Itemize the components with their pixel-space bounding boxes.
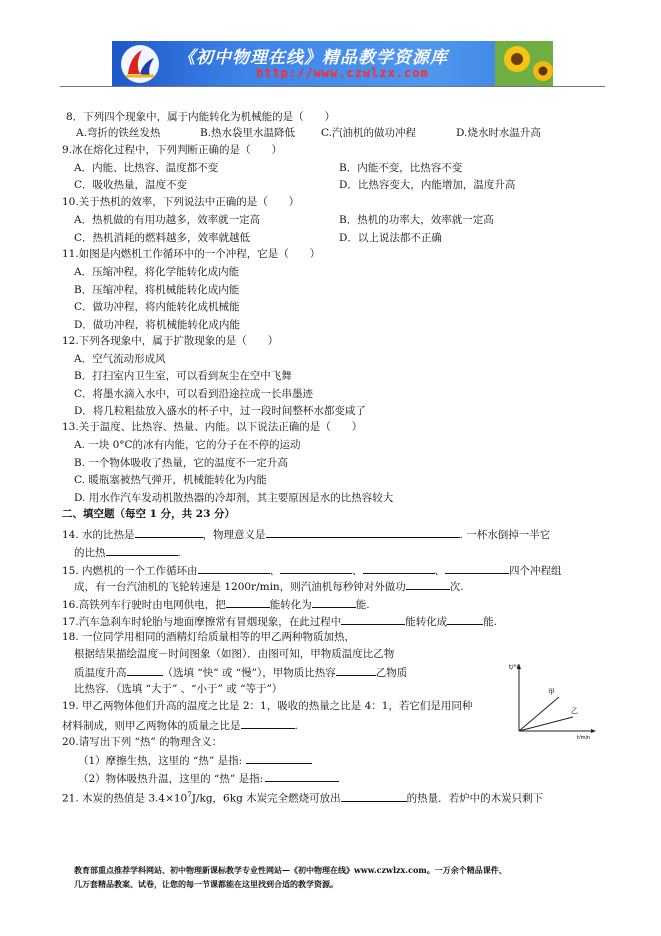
question-18-line-4: 比热容．（选填 “大于” 、“小于” 或 “等于”） [74,683,283,695]
answer-blank[interactable] [127,664,163,676]
banner-url[interactable]: http://www.czwlzx.com [256,66,429,80]
site-logo-icon [120,44,160,84]
question-18-line-1: 18. 一位同学用相同的酒精灯给质量相等的甲乙两种物质加热， [62,631,356,643]
question-12-option-d: D．将几粒粗盐放入盛水的杯子中，过一段时间整杯水都变咸了 [74,405,366,417]
question-18-line-2: 根据结果描绘温度－时间图象（如图）．由图可知，甲物质温度比乙物 [74,648,395,660]
header-divider [60,86,605,87]
question-14-text-4: 的比热 [74,547,106,559]
question-11-option-d: D．做功冲程，将机械能转化成内能 [74,319,240,331]
header-banner [112,41,553,86]
question-18-line-3 [74,664,407,680]
answer-blank[interactable] [341,790,407,802]
question-9-option-a: A．内能、比热容、温度都不变 [74,162,219,174]
question-20-item-2 [78,770,339,786]
question-11-option-c: C．做功冲程，将内能转化成机械能 [74,301,240,313]
footer-line-2: 几万套精品教案、试卷，让您的每一节课都能在这里找到合适的教学资源。 [74,879,338,889]
y-axis-label: t/°C [509,664,521,671]
question-9-option-c: C．吸收热量，温度不变 [74,179,188,191]
list-separator: 、 [434,565,446,577]
question-20-text-2: （2）物体吸热升温，这里的 “热” 是指: [78,773,264,785]
question-17-text-1: 17.汽车急刹车时轮胎与地面摩擦常有冒烟现象，在此过程中 [62,616,342,628]
question-15-text-1: 15. 内燃机的一个工作循环由 [62,565,198,577]
question-21-superscript: 7 [187,791,192,799]
question-16-text-1: 16.高铁列车行驶时由电网供电，把 [62,599,226,611]
question-8-option-b: B.热水袋里水温降低 [200,127,296,139]
question-19-text-2b: . [294,720,298,732]
question-13-stem: 13.关于温度、比热容、热量、内能。以下说法正确的是（ ） [62,421,363,433]
question-14-text-3: . 一杯水倒掉一半它 [459,529,551,541]
answer-blank[interactable] [106,544,178,556]
question-17-text-2: 能转化成 [405,616,448,628]
question-20-item-1 [78,752,312,768]
question-10-option-c: C．热机消耗的燃料越多，效率就越低 [74,232,251,244]
question-17-text-3: 能. [483,616,498,628]
answer-blank[interactable] [135,526,203,538]
question-10-option-b: B．热机的功率大，效率就一定高 [339,214,494,226]
question-16-text-3: 能. [355,599,370,611]
list-separator: 、 [269,565,281,577]
question-13-option-d: D. 用水作汽车发动机散热器的冷却剂，其主要原因是水的比热容较大 [74,492,394,504]
question-15-line-2 [74,578,464,594]
question-19-line-1: 19. 甲乙两物体他们升高的温度之比是 2：1，吸收的热量之比是 4：1，若它们是用同种 [62,700,473,712]
question-20-text-1: （1）摩擦生热，这里的 “热” 是指: [78,755,243,767]
question-13-option-b: B. 一个物体吸收了热量，它的温度不一定升高 [74,457,288,469]
question-9-stem: 9.冰在熔化过程中，下列判断正确的是（ ） [62,144,283,156]
list-separator: 、 [352,565,363,577]
answer-blank[interactable] [241,717,295,729]
question-14-text-2: ，物理意义是 [202,529,266,541]
sunflower-icon [495,41,553,86]
question-21-text-2: J/kg，6kg 木炭完全燃烧可放出 [191,792,341,805]
line-jia-label: 甲 [548,688,555,696]
question-17-line [62,613,497,629]
question-11-stem: 11.如图是内燃机工作循环中的一个冲程，它是（ ） [62,248,321,260]
question-10-option-a: A．热机做的有用功越多，效率就一定高 [74,214,261,226]
question-13-option-a: A. 一块 0°C的冰有内能，它的分子在不停的运动 [74,439,301,451]
question-9-option-b: B．内能不变，比热容不变 [339,162,463,174]
answer-blank[interactable] [266,526,460,538]
answer-blank[interactable] [363,562,435,574]
answer-blank[interactable] [246,752,312,764]
question-21-line [62,788,543,806]
question-14-text-1: 14. 水的比热是 [62,529,135,541]
question-13-option-c: C. 暖瓶塞被热气弹开，机械能转化为内能 [74,474,267,486]
answer-blank[interactable] [265,770,339,782]
section-2-title: 二、填空题（每空 1 分，共 23 分） [62,508,236,520]
question-18-text-3b: （选填 “快” 或 “慢”），甲物质比热容 [162,667,336,679]
answer-blank[interactable] [447,613,483,625]
question-16-line [62,596,370,612]
question-14-line-1 [62,526,550,542]
answer-blank[interactable] [280,562,352,574]
question-8-option-a: A.弯折的铁丝发热 [76,127,161,139]
answer-blank[interactable] [198,562,270,574]
question-19-line-2 [62,717,298,733]
question-19-text-2a: 材料制成，则甲乙两物体的质量之比是 [62,720,241,732]
question-12-option-c: C．将墨水滴入水中，可以看到沿途拉成一长串墨迹 [74,388,314,400]
question-10-option-d: D．以上说法都不正确 [339,232,442,244]
question-11-option-b: B．压缩冲程，将机械能转化成内能 [74,284,240,296]
question-15-text-2: 四个冲程组 [509,565,562,577]
question-16-text-2: 能转化为 [269,599,312,611]
answer-blank[interactable] [336,664,376,676]
question-15-text-4: 次. [449,581,464,593]
question-14-line-2 [74,544,181,560]
question-8-option-d: D.烧水时水温升高 [456,127,541,139]
x-axis-arrow [591,729,596,733]
question-14-text-5: . [177,547,181,559]
temperature-time-graph [507,659,599,739]
question-15-text-3: 成，有一台汽油机的飞轮转速是 1200r/min，则汽油机每秒钟对外做功 [74,581,406,593]
question-10-stem: 10.关于热机的效率，下列说法中正确的是（ ） [62,196,300,208]
question-15-line-1 [62,562,562,578]
answer-blank[interactable] [406,578,450,590]
question-12-stem: 12.下列各现象中，属于扩散现象的是（ ） [62,335,279,347]
question-21-text-1: 21. 木炭的热值是 3.4×10 [62,792,188,805]
question-11-option-a: A．压缩冲程，将化学能转化成内能 [74,266,240,278]
question-18-text-3c: 乙物质 [375,667,408,679]
question-21-text-3: 的热量．若炉中的木炭只剩下 [406,792,544,805]
question-8-stem: 8．下列四个现象中，属于内能转化为机械能的是（ ） [66,111,336,123]
line-yi-label: 乙 [571,707,578,715]
x-axis-label: t/min [577,735,591,739]
answer-blank[interactable] [341,613,405,625]
banner-title: 《初中物理在线》精品教学资源库 [178,48,448,68]
question-12-option-b: B．打扫室内卫生室，可以看到灰尘在空中飞舞 [74,370,292,382]
footer-line-1: 教育部重点推荐学科网站、初中物理新课标教学专业性网站—《初中物理在线》www.czwlzx.com。一万余个精品课件、 [74,865,507,875]
question-12-option-a: A．空气流动形成风 [74,353,166,365]
question-8-option-c: C.汽油机的做功冲程 [321,127,416,139]
question-18-text-3a: 质温度升高 [74,667,127,679]
answer-blank[interactable] [226,596,270,608]
answer-blank[interactable] [445,562,509,574]
question-20-stem: 20.请写出下列 “热” 的物理含义： [62,736,223,748]
question-9-option-d: D．比热容变大，内能增加，温度升高 [339,179,516,191]
answer-blank[interactable] [312,596,356,608]
